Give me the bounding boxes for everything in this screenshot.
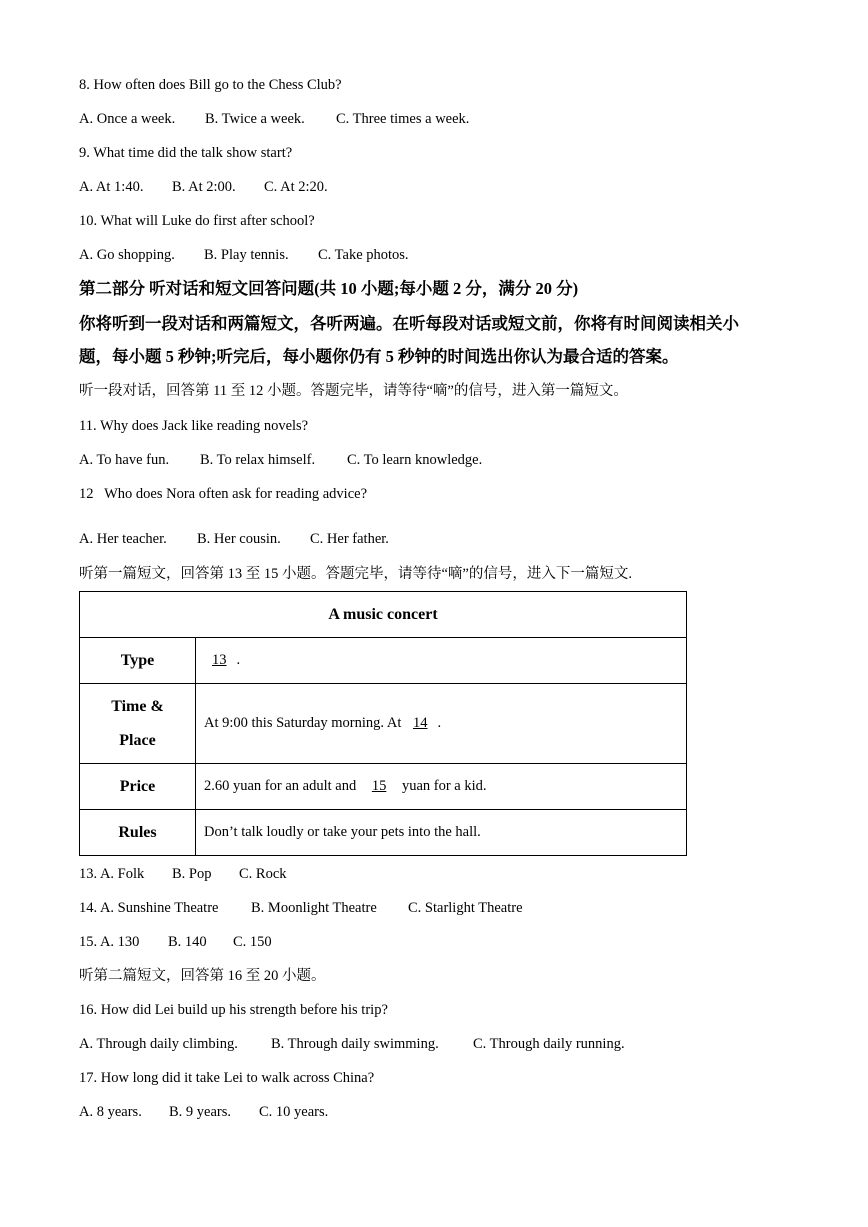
type-value: [196, 638, 687, 684]
place-label: Place: [119, 731, 156, 749]
option-a: 14. A. Sunshine Theatre: [79, 900, 219, 916]
option-a: A. Once a week.: [79, 111, 176, 127]
passage2-note: 听第二篇短文，回答第 16 至 20 小题。: [79, 968, 326, 984]
blank-15: 15: [371, 778, 387, 794]
option-b: B. To relax himself.: [200, 452, 316, 468]
option-b: B. Play tennis.: [204, 247, 289, 263]
question-16-options: [79, 1035, 625, 1053]
question-17: 17. How long did it take Lei to walk across China?: [79, 1070, 375, 1086]
option-c: C. Her father.: [310, 531, 389, 547]
part2-title: 第二部分 听对话和短文回答问题(共 10 小题;每小题 2 分，满分 20 分): [79, 279, 579, 298]
option-b: B. 9 years.: [169, 1104, 232, 1120]
option-a: 13. A. Folk: [79, 866, 145, 882]
question-13-options: [79, 865, 287, 883]
option-a: A. 8 years.: [79, 1104, 142, 1120]
option-b: B. Twice a week.: [205, 111, 305, 127]
option-c: C. To learn knowledge.: [347, 452, 483, 468]
passage1-note: 听第一篇短文，回答第 13 至 15 小题。答题完毕，请等待“嘀”的信号，进入下一篇短文.: [79, 566, 632, 582]
option-c: C. Take photos.: [318, 247, 409, 263]
table-row-time-place: [80, 684, 687, 764]
question-10-options: [79, 246, 409, 264]
question-8-options: [79, 110, 469, 128]
type-tail: .: [236, 652, 241, 668]
table-row-type: [80, 638, 687, 684]
option-a: A. Her teacher.: [79, 531, 167, 547]
time-place-label: [80, 684, 196, 764]
option-b: B. Pop: [172, 866, 212, 882]
table-row-rules: [80, 810, 687, 856]
question-14-options: [79, 899, 523, 917]
option-a: A. At 1:40.: [79, 179, 144, 195]
question-11-options: [79, 451, 482, 469]
option-c: C. At 2:20.: [264, 179, 328, 195]
table-title: A music concert: [80, 592, 687, 638]
time-label: Time &: [111, 697, 164, 715]
question-16: 16. How did Lei build up his strength before his trip?: [79, 1002, 388, 1018]
part2-instruction-line1: 你将听到一段对话和两篇短文，各听两遍。在听每段对话或短文前，你将有时间阅读相关小: [79, 314, 739, 333]
option-c: C. Through daily running.: [473, 1036, 625, 1052]
part2-instruction-line2: 题，每小题 5 秒钟;听完后，每小题你仍有 5 秒钟的时间选出你认为最合适的答案。: [79, 347, 679, 366]
question-12: 12 Who does Nora often ask for reading advice?: [79, 486, 368, 502]
concert-table: [79, 591, 687, 856]
question-9-options: [79, 178, 328, 196]
type-label: Type: [80, 638, 196, 684]
price-tail: yuan for a kid.: [398, 778, 487, 794]
option-c: C. Three times a week.: [336, 111, 470, 127]
option-b: B. Through daily swimming.: [271, 1036, 439, 1052]
price-label: Price: [80, 764, 196, 810]
rules-value: Don’t talk loudly or take your pets into the hall.: [196, 810, 687, 856]
option-c: C. Rock: [239, 866, 287, 882]
option-a: 15. A. 130: [79, 934, 140, 950]
question-12-options: [79, 530, 389, 548]
price-value: [196, 764, 687, 810]
price-text: 2.60 yuan for an adult and: [204, 778, 360, 794]
option-a: A. Go shopping.: [79, 247, 175, 263]
rules-label: Rules: [80, 810, 196, 856]
option-c: C. 10 years.: [259, 1104, 329, 1120]
option-c: C. 150: [233, 934, 272, 950]
option-b: B. Moonlight Theatre: [251, 900, 377, 916]
option-a: A. Through daily climbing.: [79, 1036, 238, 1052]
question-8: 8. How often does Bill go to the Chess Club?: [79, 77, 342, 93]
question-11: 11. Why does Jack like reading novels?: [79, 418, 309, 434]
question-9: 9. What time did the talk show start?: [79, 145, 293, 161]
table-row-price: [80, 764, 687, 810]
option-b: B. 140: [168, 934, 207, 950]
option-c: C. Starlight Theatre: [408, 900, 523, 916]
question-10: 10. What will Luke do first after school?: [79, 213, 315, 229]
time-text: At 9:00 this Saturday morning. At: [204, 715, 405, 731]
question-15-options: [79, 933, 272, 951]
dialog-note: 听一段对话，回答第 11 至 12 小题。答题完毕，请等待“嘀”的信号，进入第一篇短文。: [79, 383, 628, 399]
option-b: B. At 2:00.: [172, 179, 236, 195]
question-17-options: [79, 1103, 328, 1121]
time-tail: .: [437, 715, 442, 731]
option-a: A. To have fun.: [79, 452, 170, 468]
blank-14: 14: [412, 715, 428, 731]
option-b: B. Her cousin.: [197, 531, 281, 547]
time-place-value: [196, 684, 687, 764]
blank-13: 13: [212, 652, 227, 668]
